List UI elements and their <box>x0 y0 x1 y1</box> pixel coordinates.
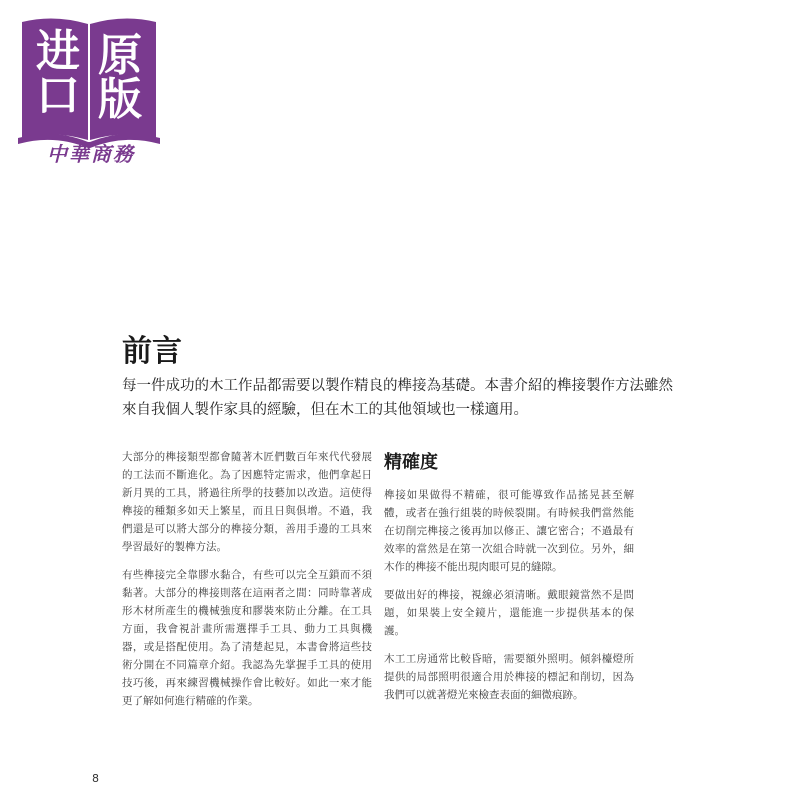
left-paragraph-2: 有些榫接完全靠膠水黏合，有些可以完全互鎖而不須黏著。大部分的榫接則落在這兩者之間：同時靠著成形木材所產生的機械強度和膠裝來防止分離。在工具方面，我會視計畫所需選擇手工具、動力工具與機器，或是搭配使用。為了清楚起見，本書會將這些技術分開在不同篇章介紹。我認為先掌握手工具的使用技巧後，再來練習機械操作會比較好。如此一來才能更了解如何進行精確的作業。 <box>122 569 372 707</box>
page-title: 前言 <box>122 334 182 369</box>
badge-char-1: 进 <box>36 26 80 77</box>
right-paragraph-1: 榫接如果做得不精確，很可能導致作品搖晃甚至解體，或者在強行組裝的時候裂開。有時候我們當然能在切削完榫接之後再加以修正、讓它密合；不過最有效率的當然是在第一次組合時就一次到位。另外，細木作的榫接不能出現肉眼可見的縫隙。 <box>384 489 634 573</box>
left-column <box>122 448 372 720</box>
intro-paragraph: 每一件成功的木工作品都需要以製作精良的榫接為基礎。本書介紹的榫接製作方法雖然來自我個人製作家具的經驗，但在木工的其他領域也一樣適用。 <box>122 378 673 418</box>
publisher-logo-text: 中華商務 <box>47 142 135 166</box>
badge-char-4: 版 <box>98 74 142 125</box>
section-heading-precision: 精確度 <box>384 452 438 473</box>
right-paragraph-3: 木工工房通常比較昏暗，需要額外照明。傾斜檯燈所提供的局部照明很適合用於榫接的標記和削切，因為我們可以就著燈光來檢查表面的細微痕跡。 <box>384 653 634 701</box>
page-number: 8 <box>92 772 99 785</box>
left-paragraph-1: 大部分的榫接類型都會隨著木匠們數百年來代代發展的工法而不斷進化。為了因應特定需求，他們拿起日新月異的工具，將過往所學的技藝加以改造。這使得榫接的種類多如天上繁星，而且日與俱增。不過，我們還是可以將大部分的榫接分類，善用手邊的工具來學習最好的製榫方法。 <box>122 451 372 553</box>
right-column <box>384 452 634 714</box>
badge-char-3: 口 <box>36 70 80 121</box>
badge-char-2: 原 <box>98 30 142 81</box>
right-paragraph-2: 要做出好的榫接，視線必須清晰。戴眼鏡當然不是問題，如果裝上安全鏡片，還能進一步提供基本的保護。 <box>384 589 634 637</box>
